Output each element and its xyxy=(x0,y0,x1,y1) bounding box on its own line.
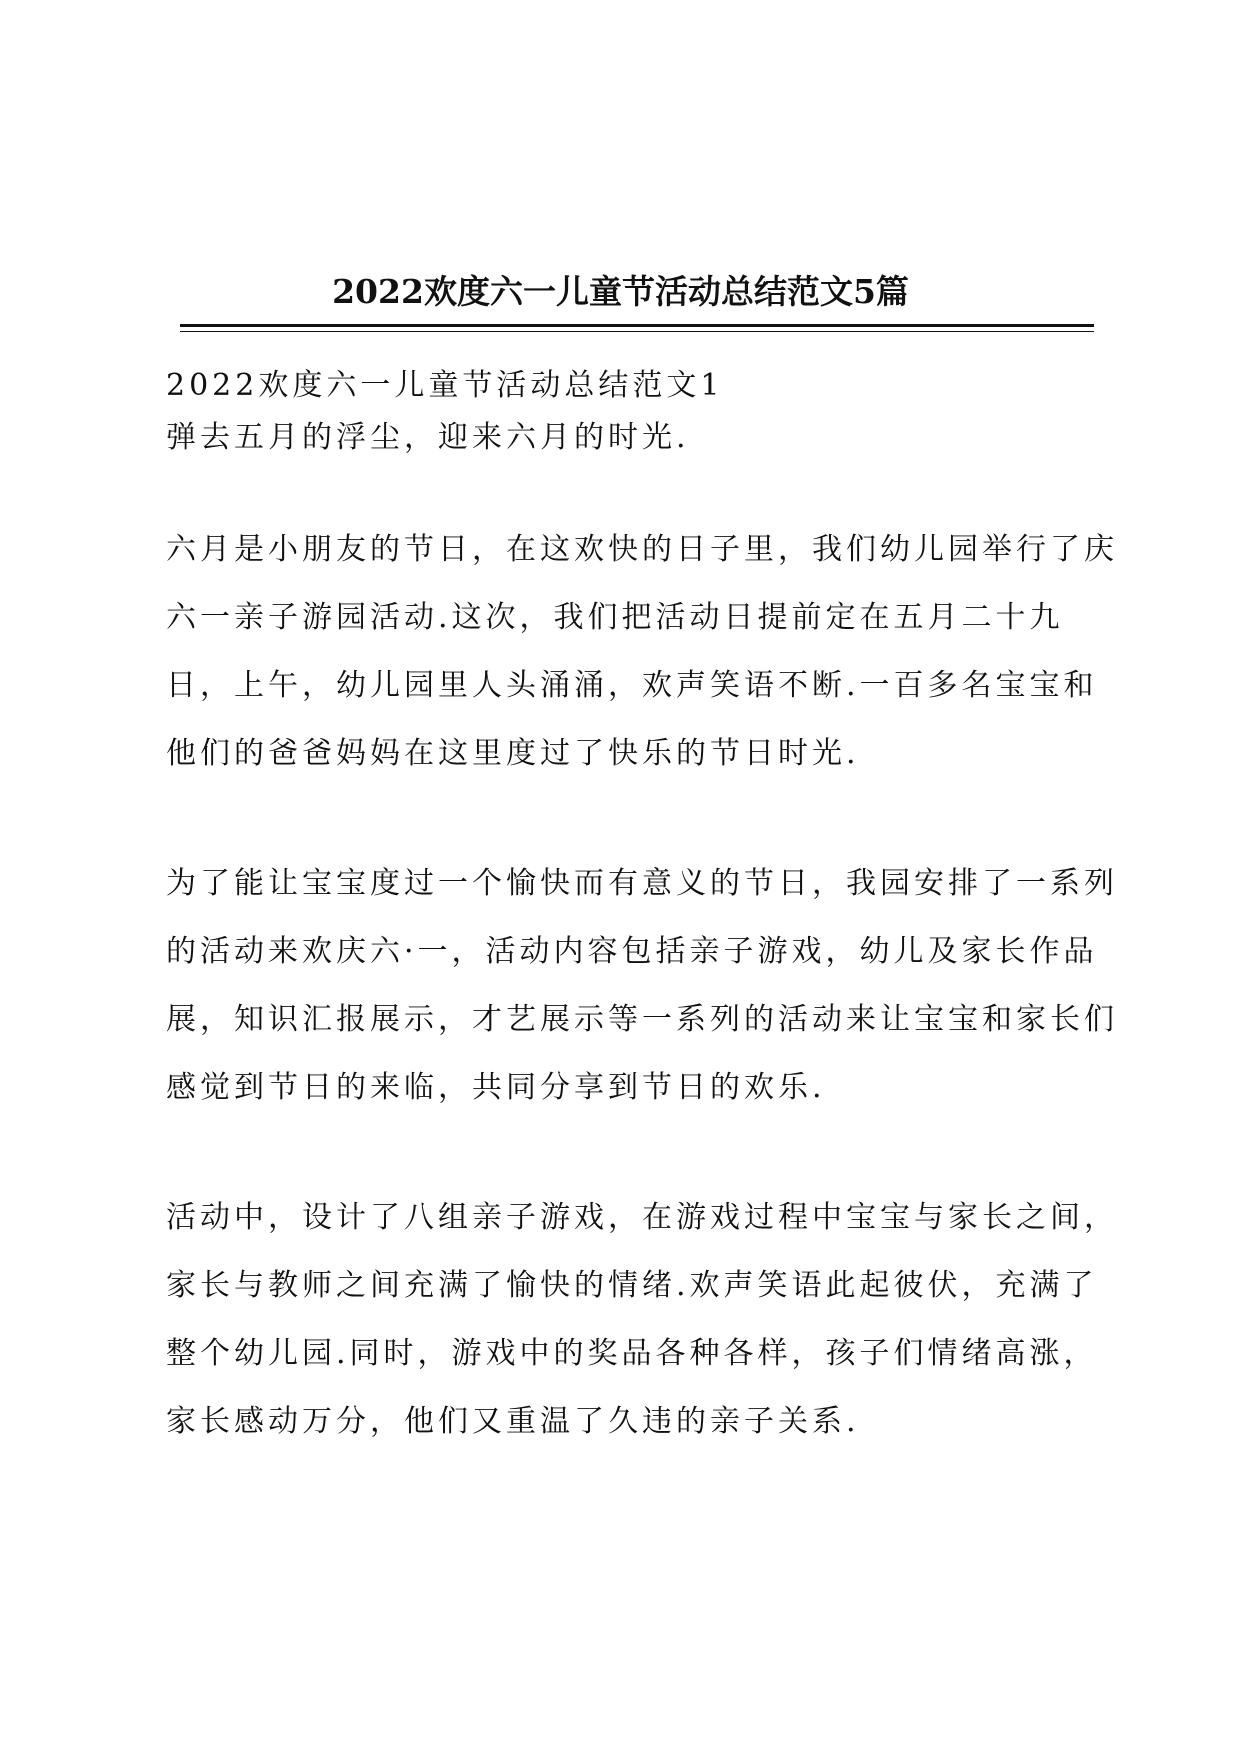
paragraph-line: 家长感动万分，他们又重温了久违的亲子关系. xyxy=(166,1404,860,1439)
paragraph-line: 六月是小朋友的节日，在这欢快的日子里，我们幼儿园举行了庆 xyxy=(166,532,1118,567)
paragraph-line: 六一亲子游园活动.这次，我们把活动日提前定在五月二十九 xyxy=(166,600,1064,635)
document-body xyxy=(166,360,1118,1456)
paragraph-1 xyxy=(166,516,1118,788)
paragraph-line: 活动中，设计了八组亲子游戏，在游戏过程中宝宝与家长之间， xyxy=(166,1200,1118,1235)
paragraph-line: 家长与教师之间充满了愉快的情绪.欢声笑语此起彼伏，充满了 xyxy=(166,1268,1098,1303)
paragraph-line: 展，知识汇报展示，才艺展示等一系列的活动来让宝宝和家长们 xyxy=(166,1002,1118,1037)
title-divider-thick xyxy=(180,324,1094,327)
paragraph-2 xyxy=(166,850,1118,1122)
paragraph-line: 日，上午，幼儿园里人头涌涌，欢声笑语不断.一百多名宝宝和 xyxy=(166,668,1098,703)
document-title: 2022欢度六一儿童节活动总结范文5篇 xyxy=(332,272,909,312)
paragraph-3 xyxy=(166,1184,1118,1456)
paragraph-line: 整个幼儿园.同时，游戏中的奖品各种各样，孩子们情绪高涨， xyxy=(166,1336,1098,1371)
paragraph-line: 为了能让宝宝度过一个愉快而有意义的节日，我园安排了一系列 xyxy=(166,866,1118,901)
paragraph-line: 他们的爸爸妈妈在这里度过了快乐的节日时光. xyxy=(166,736,860,771)
paragraph-line: 的活动来欢庆六·一，活动内容包括亲子游戏，幼儿及家长作品 xyxy=(166,934,1098,969)
section-heading: 2022欢度六一儿童节活动总结范文1 xyxy=(166,368,724,403)
paragraph-line: 感觉到节日的来临，共同分享到节日的欢乐. xyxy=(166,1070,826,1105)
intro-line: 弹去五月的浮尘，迎来六月的时光. xyxy=(166,420,690,455)
title-divider-thin xyxy=(180,331,1094,332)
